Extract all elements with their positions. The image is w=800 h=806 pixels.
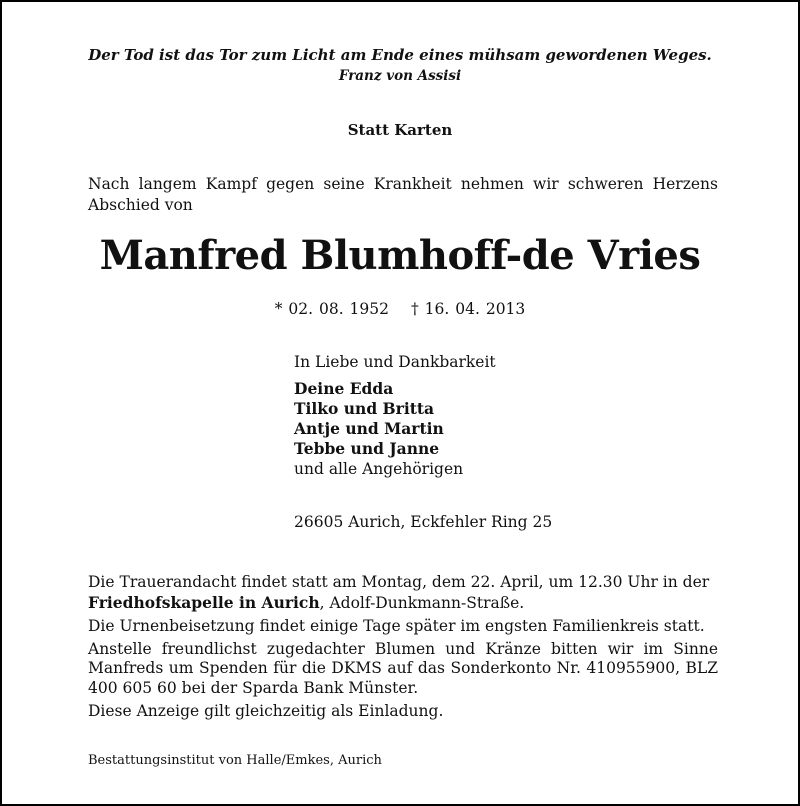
mourner-name: Tilko und Britta xyxy=(294,399,435,418)
birth-date: * 02. 08. 1952 xyxy=(274,300,389,318)
notice-heading: Statt Karten xyxy=(347,121,453,139)
service-location: Friedhofskapelle in Aurich xyxy=(88,592,320,612)
mourners-intro: In Liebe und Dankbarkeit xyxy=(294,353,496,371)
service-info: Die Trauerandacht findet statt am Montag, dem 22. April, um 12.30 Uhr in der Friedhofskapelle in Aurich, Adolf-Dunkmann-Straße. xyxy=(88,573,710,612)
mourner-name: Deine Edda xyxy=(294,379,394,398)
invitation-note: Diese Anzeige gilt gleichzeitig als Einladung. xyxy=(88,701,444,720)
life-dates xyxy=(2,300,798,318)
death-date: † 16. 04. 2013 xyxy=(411,300,526,318)
mourner-name: Tebbe und Janne xyxy=(294,439,440,458)
deceased-name: Manfred Blumhoff-de Vries xyxy=(99,232,701,279)
quote-text: Der Tod ist das Tor zum Licht am Ende eines mühsam gewordenen Weges. xyxy=(88,46,712,64)
mourners-block xyxy=(294,352,496,479)
family-address: 26605 Aurich, Eckfehler Ring 25 xyxy=(294,513,553,531)
burial-info: Die Urnenbeisetzung findet einige Tage später im engsten Familienkreis statt. xyxy=(88,616,705,635)
mourners-closing: und alle Angehörigen xyxy=(294,460,464,478)
undertaker-credit: Bestattungsinstitut von Halle/Emkes, Aurich xyxy=(88,753,382,768)
quote-author: Franz von Assisi xyxy=(338,68,462,84)
mourner-name: Antje und Martin xyxy=(294,419,444,438)
service-details xyxy=(88,573,718,721)
donation-info: Anstelle freundlichst zugedachter Blumen und Kränze bitten wir im Sinne Manfreds um Spenden für die DKMS auf das Sonderkonto Nr. 410955900, BLZ 400 605 60 bei der Sparda Bank Münster. xyxy=(88,639,718,697)
intro-text: Nach langem Kampf gegen seine Krankheit nehmen wir schweren Herzens Abschied von xyxy=(88,175,718,214)
